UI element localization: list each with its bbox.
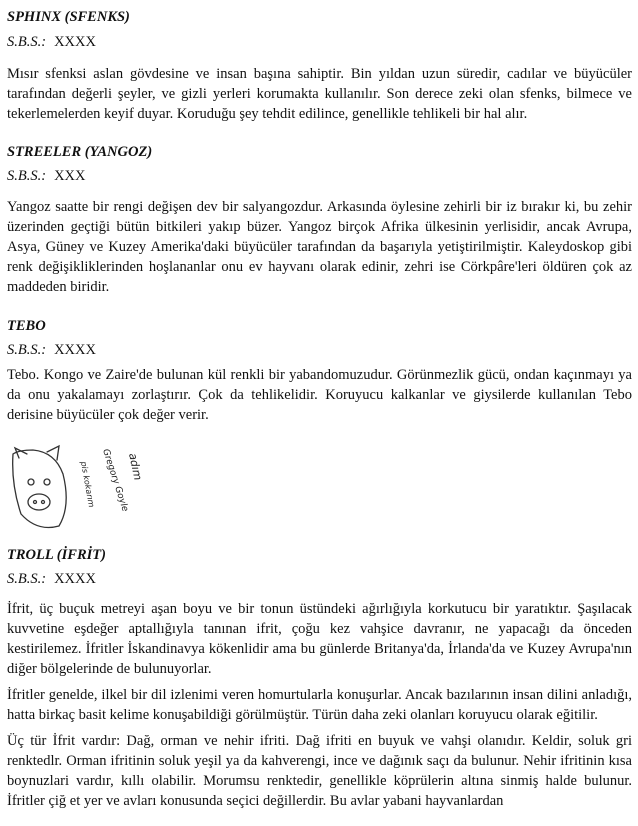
entry-paragraph: Tebo. Kongo ve Zaire'de bulunan kül renkli bir yabandomuzudur. Görünmezlik gücü, ondan kaçınmayı ya da onu yakalamayı zorlaştırır. Çok da tehlikelidir. Koruyucu kalkanlar ve giysilerde kullanılan Tebo derisine büyücüler çok değer verir. bbox=[7, 367, 632, 423]
sbs-value: XXXX bbox=[54, 342, 96, 358]
sbs-rating bbox=[7, 570, 632, 588]
entry-title: SPHINX (SFENKS) bbox=[7, 9, 130, 25]
entry-title: STREELER (YANGOZ) bbox=[7, 144, 153, 160]
entry-paragraph: Üç tür İfrit vardır: Dağ, orman ve nehir ifriti. Dağ ifriti en buyuk ve vahşi olanıdır. Keldir, soluk gri renktedlr. Orman ifritinin soluk yeşil ya da kahverengi, ince ve dağınık saçı da bulunur. Nehir ifritinin kısa boynuzlari vardır, kıllı olabilir. Morumsu renktedir, genellikle köprülerin altına sinmiş halde bulunur. İfritler çiğ et yer ve avları konusunda seçici değillerdir. Bu avlar yabani hayvanlardan bbox=[7, 733, 632, 809]
sbs-value: XXXX bbox=[54, 34, 96, 50]
handwriting-text: adım bbox=[126, 451, 145, 482]
entry-paragraph: Mısır sfenksi aslan gövdesine ve insan başına sahiptir. Bin yıldan uzun süredir, cadılar ve büyücüler tarafından değerli şeyler, ve gizli yerleri korumakta kullanılır. Son derece zeki olan sfenks, bilmece ve tekerlemelerden keyif duyar. Koruduğu şey tehdit edilince, genellikle tehlikeli bir hal alır. bbox=[7, 66, 632, 122]
entry-streeler bbox=[7, 143, 632, 297]
sbs-rating bbox=[7, 167, 632, 185]
sbs-label: S.B.S.: bbox=[7, 571, 47, 587]
entry-paragraph: İfritler genelde, ilkel bir dil izlenimi veren homurtularla konuşurlar. Ancak bazılarının insan dilini anladığı, hatta birkaç basit kelime konuşabildiği görülmüştür. Türün daha zeki olanları koruyucu olarak eğitilir. bbox=[7, 687, 632, 723]
handwriting-text: Gregory Goyle bbox=[100, 447, 130, 513]
sbs-rating bbox=[7, 341, 632, 359]
entry-sphinx bbox=[7, 8, 632, 124]
entry-paragraph: Yangoz saatte bir rengi değişen dev bir salyangozdur. Arkasında öylesine zehirli bir iz bırakır ki, bu zehir üzerinden geçtiği bütün bitkileri yakıp büzer. Yangoz birçok Afrika ülkesinin yerlisidir, ancak Avrupa, Asya, Güney ve Kuzey Amerika'daki büyücüler tarafından da başarıyla yetiştirilmiştir. Kaleydoskop gibi renk değişikliklerinden hoşlananlar onu ev hayvanı olarak edinir, zehri ise Cörkpâre'leri öldüren çok az maddeden biridir. bbox=[7, 199, 632, 295]
entry-title: TROLL (İFRİT) bbox=[7, 547, 106, 563]
sbs-label: S.B.S.: bbox=[7, 34, 47, 50]
handwriting-text: pis kokarım bbox=[79, 460, 96, 509]
handwritten-doodle-image bbox=[7, 444, 177, 539]
sbs-value: XXX bbox=[54, 168, 86, 184]
entry-tebo bbox=[7, 317, 632, 425]
sbs-rating bbox=[7, 33, 632, 51]
sbs-value: XXXX bbox=[54, 571, 96, 587]
entry-title: TEBO bbox=[7, 318, 46, 334]
entry-troll bbox=[7, 546, 632, 811]
sbs-label: S.B.S.: bbox=[7, 342, 47, 358]
entry-paragraph: İfrit, üç buçuk metreyi aşan boyu ve bir tonun üstündeki ağırlığıyla korkutucu bir yaratıktır. Şaşılacak kuvvetine eşdeğer aptallığıyla tanınan ifrit, çoğu kez vahşice davranır, ne yapacağı da önceden kestirilemez. İfritler İskandinavya kökenlidir ama bu günlerde Britanya'da, İrlanda'da ve Kuzey Avrupa'nın diğer bölgelerinde de bulunuyorlar. bbox=[7, 601, 632, 677]
sbs-label: S.B.S.: bbox=[7, 168, 47, 184]
